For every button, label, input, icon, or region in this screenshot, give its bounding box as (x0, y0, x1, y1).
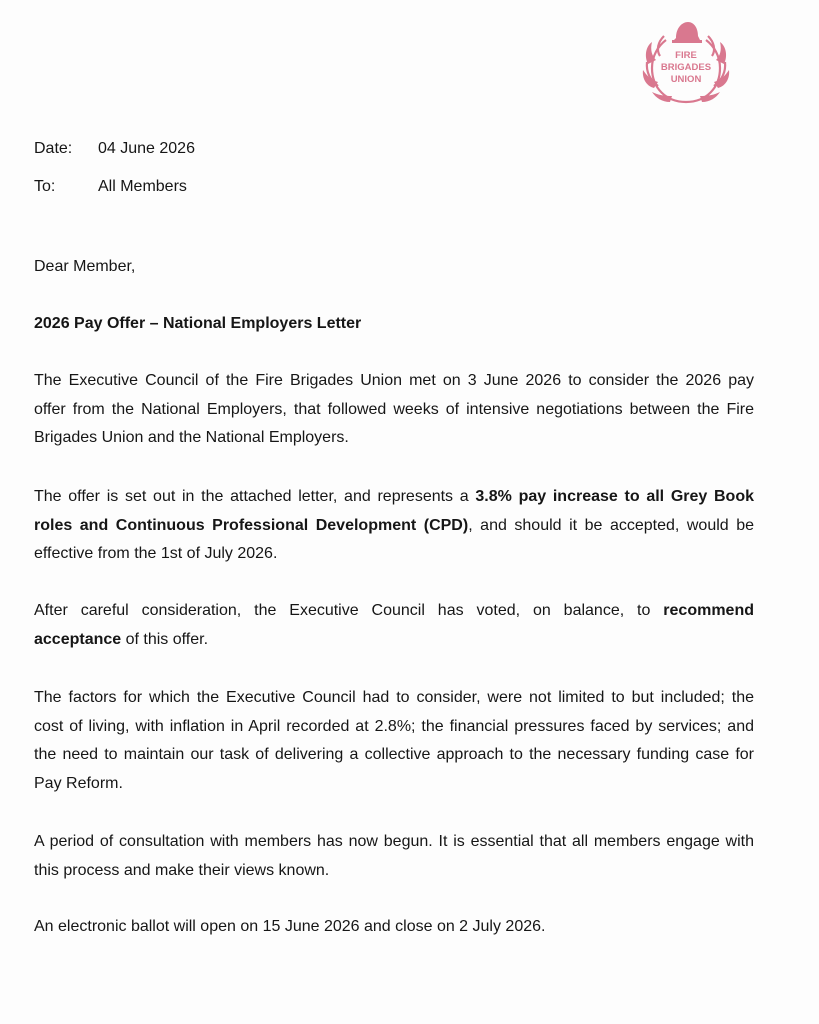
paragraph-consultation (34, 828, 754, 885)
paragraph-line: A period of consultation with members has now begun. It is essential that all members engage with (34, 833, 754, 850)
paragraph-meeting (34, 367, 754, 453)
bold-text: recommend (663, 602, 754, 619)
paragraph-line (34, 597, 754, 626)
paragraph-line: offer from the National Employers, that followed weeks of intensive negotiations between the Fire (34, 400, 754, 418)
paragraph-offer (34, 483, 754, 569)
text-run: After careful consideration, the Executive Council has voted, on balance, to (34, 602, 664, 619)
to-value: All Members (98, 178, 187, 195)
paragraph-factors (34, 684, 754, 798)
paragraph-recommendation (34, 597, 754, 654)
paragraph-line (34, 512, 754, 541)
logo-text-fire: FIRE (675, 50, 697, 61)
date-row (34, 139, 195, 159)
paragraph-ballot (34, 913, 754, 942)
text-run: of this offer. (121, 630, 209, 648)
date-label: Date: (34, 140, 73, 157)
paragraph-line: the need to maintain our task of delivering a collective approach to the necessary funding case for (34, 746, 754, 763)
paragraph-line (34, 626, 754, 655)
paragraph-line: The factors for which the Executive Council had to consider, were not limited to but included; the (34, 689, 754, 706)
bold-text: roles and Continuous Professional Development (CPD) (34, 516, 469, 534)
paragraph-line: Pay Reform. (34, 774, 123, 792)
to-label: To: (34, 178, 56, 195)
to-row (34, 177, 187, 197)
paragraph-line: An electronic ballot will open on 15 June 2026 and close on 2 July 2026. (34, 918, 546, 935)
fbu-logo (636, 16, 736, 108)
subject-heading: 2026 Pay Offer – National Employers Letter (34, 315, 362, 332)
logo-text-union: UNION (670, 74, 702, 85)
bold-text: acceptance (34, 630, 122, 648)
text-run: , and should it be accepted, would be (468, 516, 755, 534)
date-value: 04 June 2026 (98, 140, 195, 157)
paragraph-line: effective from the 1st of July 2026. (34, 545, 278, 562)
fbu-logo-emblem (636, 16, 736, 108)
text-run: The offer is set out in the attached letter, and represents a (34, 488, 476, 505)
bold-text: 3.8% pay increase to all Grey Book (475, 488, 754, 505)
paragraph-line: this process and make their views known. (34, 861, 330, 879)
salutation: Dear Member, (34, 258, 136, 275)
paragraph-line: cost of living, with inflation in April recorded at 2.8%; the financial pressures faced by services; and (34, 717, 754, 735)
paragraph-line: Brigades Union and the National Employers. (34, 429, 349, 446)
logo-text-brigades: BRIGADES (660, 62, 712, 73)
paragraph-line (34, 483, 754, 512)
paragraph-line: The Executive Council of the Fire Brigades Union met on 3 June 2026 to consider the 2026 pay (34, 372, 754, 389)
